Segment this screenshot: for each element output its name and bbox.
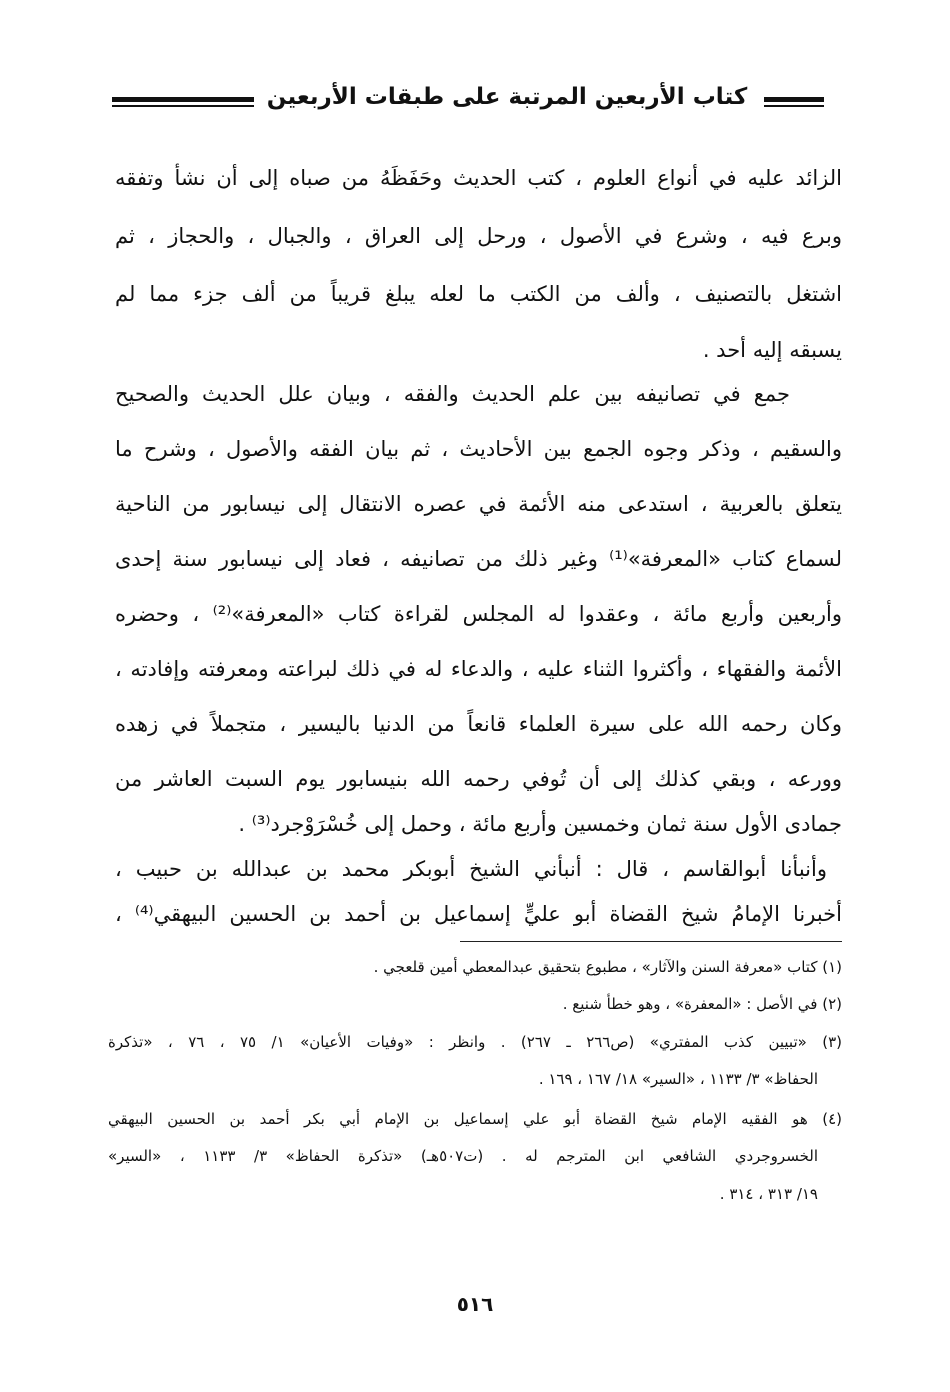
- footnote-1: (١) كتاب «معرفة السنن والآثار» ، مطبوع بتحقيق عبدالمعطي أمين قلعجي .: [373, 958, 842, 976]
- header-rule-left: [112, 97, 254, 102]
- footnote-4: (٤) هو الفقيه الإمام شيخ القضاة أبو علي إسماعيل بن الإمام أبي بكر أحمد بن الحسين البيهقي: [108, 1110, 842, 1128]
- body-line: اشتغل بالتصنيف ، وألف من الكتب ما لعله يبلغ قريباً من ألف جزء مما لم: [115, 282, 842, 306]
- body-line: وبرع فيه ، وشرع في الأصول ، ورحل إلى العراق ، والجبال ، والحجاز ، ثم: [115, 224, 842, 248]
- body-line: أخبرنا الإمامُ شيخ القضاة أبو عليٍّ إسماعيل بن أحمد بن الحسين البيهقي⁽⁴⁾ ،: [115, 902, 842, 926]
- body-line: يسبقه إليه أحد .: [702, 338, 842, 362]
- header-rule-left-thin: [112, 105, 254, 107]
- body-line: جمع في تصانيفه بين علم الحديث والفقه ، وبيان علل الحديث والصحيح: [115, 382, 790, 406]
- header-rule-right: [764, 97, 824, 102]
- body-line: والسقيم ، وذكر وجوه الجمع بين الأحاديث ، ثم بيان الفقه والأصول ، وشرح ما: [115, 437, 842, 461]
- body-line: لسماع كتاب «المعرفة»⁽¹⁾ وغير ذلك من تصانيفه ، فعاد إلى نيسابور سنة إحدى: [115, 547, 842, 571]
- footnote-3-cont: الحفاظ» ٣/ ١١٣٣ ، «السير» ١٨/ ١٦٧ ، ١٦٩ .: [538, 1070, 818, 1088]
- body-line: وكان رحمه الله على سيرة العلماء قانعاً من الدنيا باليسير ، متجملاً في زهده: [115, 712, 842, 736]
- body-line: الأئمة والفقهاء ، وأكثروا الثناء عليه ، والدعاء له في ذلك لبراعته ومعرفته وإفادته ،: [115, 657, 842, 681]
- footnote-separator: [460, 941, 842, 942]
- footnote-4-cont: ١٩/ ٣١٣ ، ٣١٤ .: [719, 1185, 818, 1203]
- body-line: يتعلق بالعربية ، استدعى منه الأئمة في عصره الانتقال إلى نيسابور من الناحية: [115, 492, 842, 516]
- footnote-3: (٣) «تبيين كذب المفتري» (ص٢٦٦ ـ ٢٦٧) . وانظر : «وفيات الأعيان» ١/ ٧٥ ، ٧٦ ، «تذكرة: [108, 1033, 842, 1051]
- page-number: ٥١٦: [456, 1292, 494, 1316]
- body-line: وورعه ، وبقي كذلك إلى أن تُوفي رحمه الله بنيسابور يوم السبت العاشر من: [115, 767, 842, 791]
- header-rule-right-thin: [764, 105, 824, 107]
- header-title: كتاب الأربعين المرتبة على طبقات الأربعين: [266, 84, 748, 110]
- body-line: الزائد عليه في أنواع العلوم ، كتب الحديث وحَفَظَهُ من صباه إلى أن نشأ وتفقه: [115, 166, 842, 190]
- footnote-2: (٢) في الأصل : «المعفرة» ، وهو خطأ شنيع .: [562, 995, 842, 1013]
- body-line: وأربعين وأربع مائة ، وعقدوا له المجلس لقراءة كتاب «المعرفة»⁽²⁾ ، وحضره: [115, 602, 842, 626]
- body-line: جمادى الأول سنة ثمان وخمسين وأربع مائة ، وحمل إلى خُسْرَوْجرد⁽³⁾ .: [238, 812, 842, 836]
- body-line: وأنبأنا أبوالقاسم ، قال : أنبأني الشيخ أبوبكر محمد بن عبدالله بن حبيب ،: [115, 857, 827, 881]
- running-header: [112, 84, 844, 120]
- footnote-4-cont: الخسروجردي الشافعي ابن المترجم له . (ت٥٠٧هـ) «تذكرة الحفاظ» ٣/ ١١٣٣ ، «السير»: [108, 1147, 818, 1165]
